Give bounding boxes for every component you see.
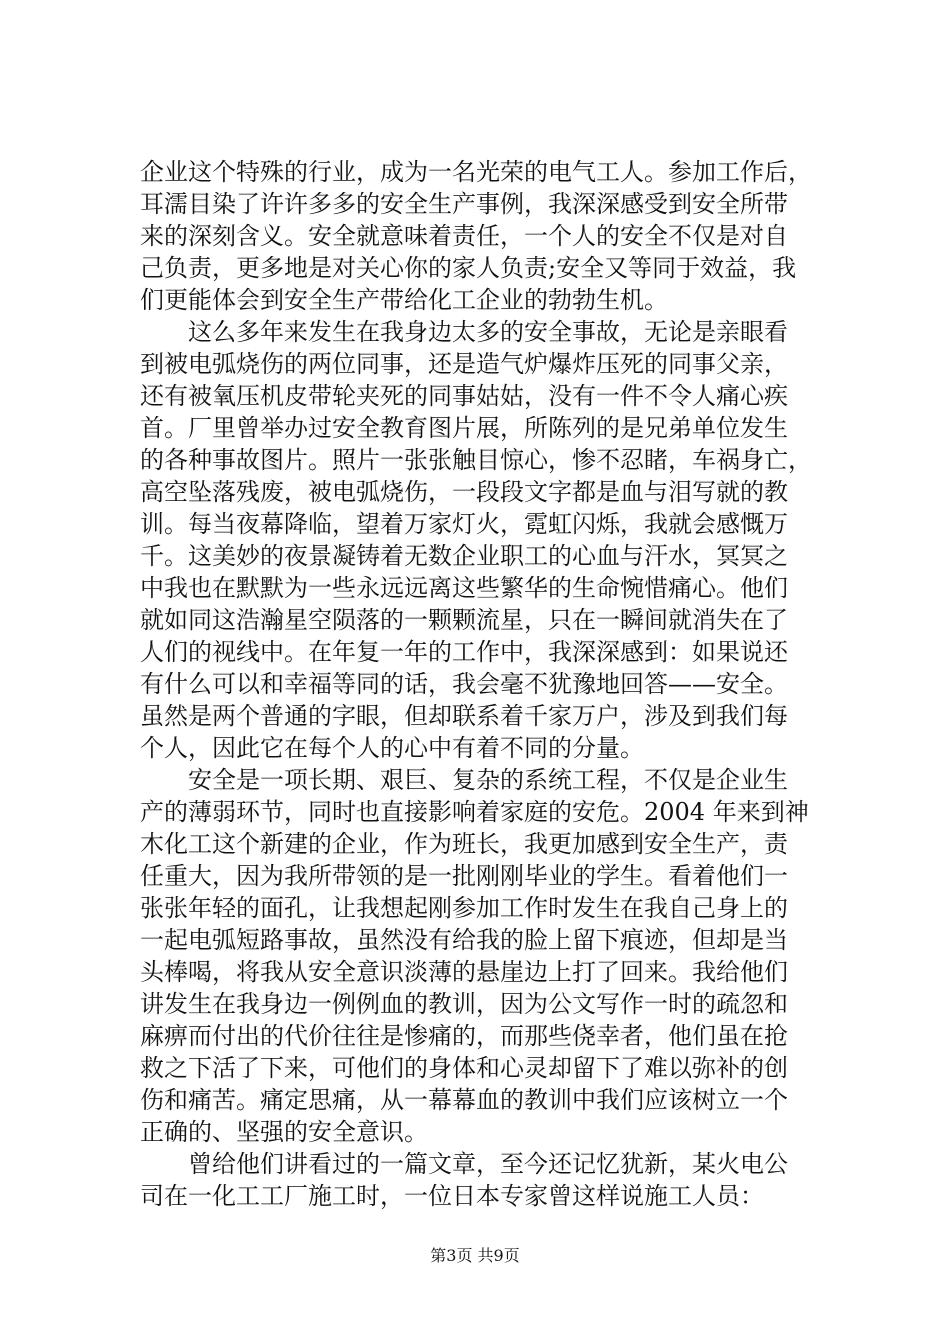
text-line: 的各种事故图片。照片一张张触目惊心，惨不忍睹，车祸身亡， bbox=[140, 446, 812, 474]
text-line: 就如同这浩瀚星空陨落的一颗颗流星，只在一瞬间就消失在了 bbox=[140, 606, 788, 634]
text-line: 救之下活了下来，可他们的身体和心灵却留下了难以弥补的创 bbox=[140, 1054, 788, 1082]
page-number-indicator: 第3页 共9页 bbox=[430, 1246, 520, 1265]
text-line: 训。每当夜幕降临，望着万家灯火，霓虹闪烁，我就会感慨万 bbox=[140, 510, 788, 538]
text-line: 企业这个特殊的行业，成为一名光荣的电气工人。参加工作后， bbox=[140, 158, 812, 186]
page-footer bbox=[0, 1244, 950, 1268]
text-line: 伤和痛苦。痛定思痛，从一幕幕血的教训中我们应该树立一个 bbox=[140, 1086, 788, 1114]
text-line: 虽然是两个普通的字眼，但却联系着千家万户，涉及到我们每 bbox=[140, 702, 788, 730]
text-line: 产的薄弱环节，同时也直接影响着家庭的安危。2004 年来到神 bbox=[140, 798, 809, 826]
text-line: 高空坠落残废，被电弧烧伤，一段段文字都是血与泪写就的教 bbox=[140, 478, 788, 506]
text-line: 这么多年来发生在我身边太多的安全事故，无论是亲眼看 bbox=[140, 318, 788, 346]
text-line: 个人，因此它在每个人的心中有着不同的分量。 bbox=[140, 734, 644, 762]
text-line: 一起电弧短路事故，虽然没有给我的脸上留下痕迹，但却是当 bbox=[140, 926, 788, 954]
text-line: 们更能体会到安全生产带给化工企业的勃勃生机。 bbox=[140, 286, 668, 314]
text-line: 头棒喝，将我从安全意识淡薄的悬崖边上打了回来。我给他们 bbox=[140, 958, 788, 986]
text-line: 中我也在默默为一些永远远离这些繁华的生命惋惜痛心。他们 bbox=[140, 574, 788, 602]
text-line: 正确的、坚强的安全意识。 bbox=[140, 1118, 428, 1146]
text-line: 曾给他们讲看过的一篇文章，至今还记忆犹新，某火电公 bbox=[140, 1150, 788, 1178]
text-line: 首。厂里曾举办过安全教育图片展，所陈列的是兄弟单位发生 bbox=[140, 414, 788, 442]
text-line: 还有被氧压机皮带轮夹死的同事姑姑，没有一件不令人痛心疾 bbox=[140, 382, 788, 410]
text-line: 司在一化工工厂施工时，一位日本专家曾这样说施工人员： bbox=[140, 1182, 764, 1210]
text-line: 己负责，更多地是对关心你的家人负责;安全又等同于效益，我 bbox=[140, 254, 797, 282]
text-line: 到被电弧烧伤的两位同事，还是造气炉爆炸压死的同事父亲， bbox=[140, 350, 788, 378]
text-line: 有什么可以和幸福等同的话，我会毫不犹豫地回答——安全。 bbox=[140, 670, 788, 698]
text-line: 张张年轻的面孔，让我想起刚参加工作时发生在我自己身上的 bbox=[140, 894, 788, 922]
text-line: 木化工这个新建的企业，作为班长，我更加感到安全生产，责 bbox=[140, 830, 788, 858]
text-line: 千。这美妙的夜景凝铸着无数企业职工的心血与汗水，冥冥之 bbox=[140, 542, 788, 570]
text-line: 耳濡目染了许许多多的安全生产事例，我深深感受到安全所带 bbox=[140, 190, 788, 218]
text-line: 来的深刻含义。安全就意味着责任，一个人的安全不仅是对自 bbox=[140, 222, 788, 250]
text-line: 讲发生在我身边一例例血的教训，因为公文写作一时的疏忽和 bbox=[140, 990, 788, 1018]
text-line: 人们的视线中。在年复一年的工作中，我深深感到：如果说还 bbox=[140, 638, 788, 666]
document-body bbox=[140, 156, 830, 1212]
text-line: 任重大，因为我所带领的是一批刚刚毕业的学生。看着他们一 bbox=[140, 862, 788, 890]
text-line: 安全是一项长期、艰巨、复杂的系统工程，不仅是企业生 bbox=[140, 766, 788, 794]
text-line: 麻痹而付出的代价往往是惨痛的，而那些侥幸者，他们虽在抢 bbox=[140, 1022, 788, 1050]
